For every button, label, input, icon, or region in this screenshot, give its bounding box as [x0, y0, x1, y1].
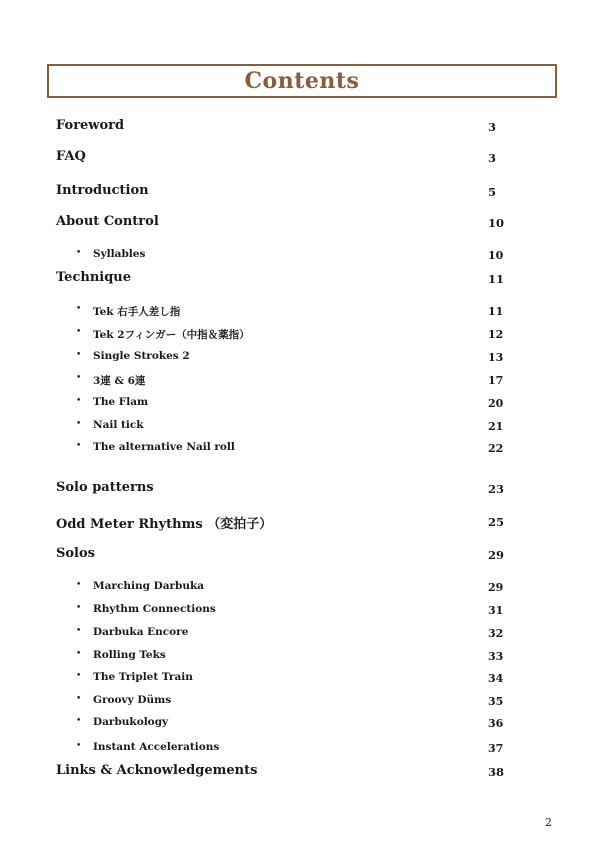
toc-page: 29: [488, 581, 504, 594]
toc-label: Foreword: [56, 118, 125, 133]
toc-page: 3: [488, 151, 497, 165]
toc-label: Rolling Teks: [93, 649, 166, 661]
toc-label: Rhythm Connections: [93, 603, 216, 615]
bullet-icon: •: [76, 327, 82, 337]
toc-entry-the-flam[interactable]: [0, 396, 610, 416]
bullet-icon: •: [76, 373, 82, 383]
page-number: 2: [545, 816, 552, 829]
toc-entry-single-strokes[interactable]: [0, 350, 610, 370]
toc-page: 33: [488, 650, 504, 663]
bullet-icon: •: [76, 671, 82, 681]
toc-page: 21: [488, 420, 504, 433]
toc-label: Odd Meter Rhythms （変拍子）: [56, 517, 273, 532]
toc-entry-triplets-sextuplets[interactable]: [0, 373, 610, 393]
toc-entry-darbukology[interactable]: [0, 716, 610, 736]
page-title: Contents: [244, 68, 360, 94]
toc-page: 5: [488, 185, 497, 199]
bullet-icon: •: [76, 694, 82, 704]
bullet-icon: •: [76, 350, 82, 360]
toc-label: Marching Darbuka: [93, 580, 205, 592]
bullet-icon: •: [76, 741, 82, 751]
toc-page: 31: [488, 604, 504, 617]
toc-page: 35: [488, 695, 504, 708]
contents-title-box: [47, 64, 557, 98]
toc-page: 32: [488, 627, 504, 640]
toc-label: Syllables: [93, 248, 146, 260]
toc-label: Solos: [56, 546, 95, 561]
toc-page: 17: [488, 374, 504, 387]
toc-entry-triplet-train[interactable]: [0, 671, 610, 691]
bullet-icon: •: [76, 248, 82, 258]
toc-entry-links-acknowledgements[interactable]: [0, 763, 610, 783]
toc-page: 36: [488, 717, 504, 730]
bullet-icon: •: [76, 716, 82, 726]
bullet-icon: •: [76, 419, 82, 429]
toc-entry-darbuka-encore[interactable]: [0, 626, 610, 646]
toc-entry-faq[interactable]: [0, 149, 610, 169]
toc-entry-rolling-teks[interactable]: [0, 649, 610, 669]
toc-label: The alternative Nail roll: [93, 441, 235, 453]
toc-entry-technique[interactable]: [0, 270, 610, 290]
toc-entry-odd-meter-rhythms[interactable]: [0, 513, 610, 533]
toc-entry-solos[interactable]: [0, 546, 610, 566]
toc-label: About Control: [56, 214, 159, 229]
toc-page: 25: [488, 515, 505, 529]
toc-entry-rhythm-connections[interactable]: [0, 603, 610, 623]
toc-page: 3: [488, 120, 497, 134]
toc-label: The Triplet Train: [93, 671, 193, 683]
bullet-icon: •: [76, 396, 82, 406]
bullet-icon: •: [76, 626, 82, 636]
toc-page: 29: [488, 548, 505, 562]
bullet-icon: •: [76, 304, 82, 314]
toc-label: Tek 右手人差し指: [93, 306, 181, 318]
toc-label: Darbuka Encore: [93, 626, 189, 638]
toc-label: Nail tick: [93, 419, 144, 431]
toc-label: Introduction: [56, 183, 149, 198]
toc-page: 23: [488, 482, 505, 496]
toc-label: Groovy Düms: [93, 694, 172, 706]
toc-page: 34: [488, 672, 504, 685]
toc-entry-alternative-nail-roll[interactable]: [0, 441, 610, 461]
toc-entry-introduction[interactable]: [0, 183, 610, 203]
toc-label: Solo patterns: [56, 480, 154, 495]
toc-entry-syllables[interactable]: [0, 248, 610, 268]
toc-label: Single Strokes 2: [93, 350, 190, 362]
bullet-icon: •: [76, 649, 82, 659]
toc-page: 20: [488, 397, 504, 410]
toc-page: 37: [488, 742, 504, 755]
toc-label: Instant Accelerations: [93, 741, 220, 753]
bullet-icon: •: [76, 580, 82, 590]
toc-page: 11: [488, 305, 504, 318]
toc-entry-tek-two-finger[interactable]: [0, 327, 610, 347]
toc-page: 38: [488, 765, 505, 779]
toc-page: 22: [488, 442, 504, 455]
toc-label: FAQ: [56, 149, 86, 164]
toc-entry-solo-patterns[interactable]: [0, 480, 610, 500]
bullet-icon: •: [76, 603, 82, 613]
toc-page: 10: [488, 249, 504, 262]
toc-page: 12: [488, 328, 504, 341]
toc-page: 10: [488, 216, 505, 230]
toc-entry-foreword[interactable]: [0, 118, 610, 138]
toc-page: 11: [488, 272, 505, 286]
toc-label: Links & Acknowledgements: [56, 763, 258, 778]
toc-label: The Flam: [93, 396, 149, 408]
toc-entry-nail-tick[interactable]: [0, 419, 610, 439]
toc-label: Tek 2フィンガー（中指＆薬指）: [93, 329, 250, 341]
toc-entry-instant-accelerations[interactable]: [0, 741, 610, 761]
bullet-icon: •: [76, 441, 82, 451]
toc-entry-tek-index-finger[interactable]: [0, 304, 610, 324]
toc-entry-groovy-dums[interactable]: [0, 694, 610, 714]
toc-page: 13: [488, 351, 504, 364]
toc-label: 3連 & 6連: [93, 375, 146, 387]
toc-label: Technique: [56, 270, 132, 285]
toc-entry-about-control[interactable]: [0, 214, 610, 234]
toc-entry-marching-darbuka[interactable]: [0, 580, 610, 600]
toc-label: Darbukology: [93, 716, 169, 728]
